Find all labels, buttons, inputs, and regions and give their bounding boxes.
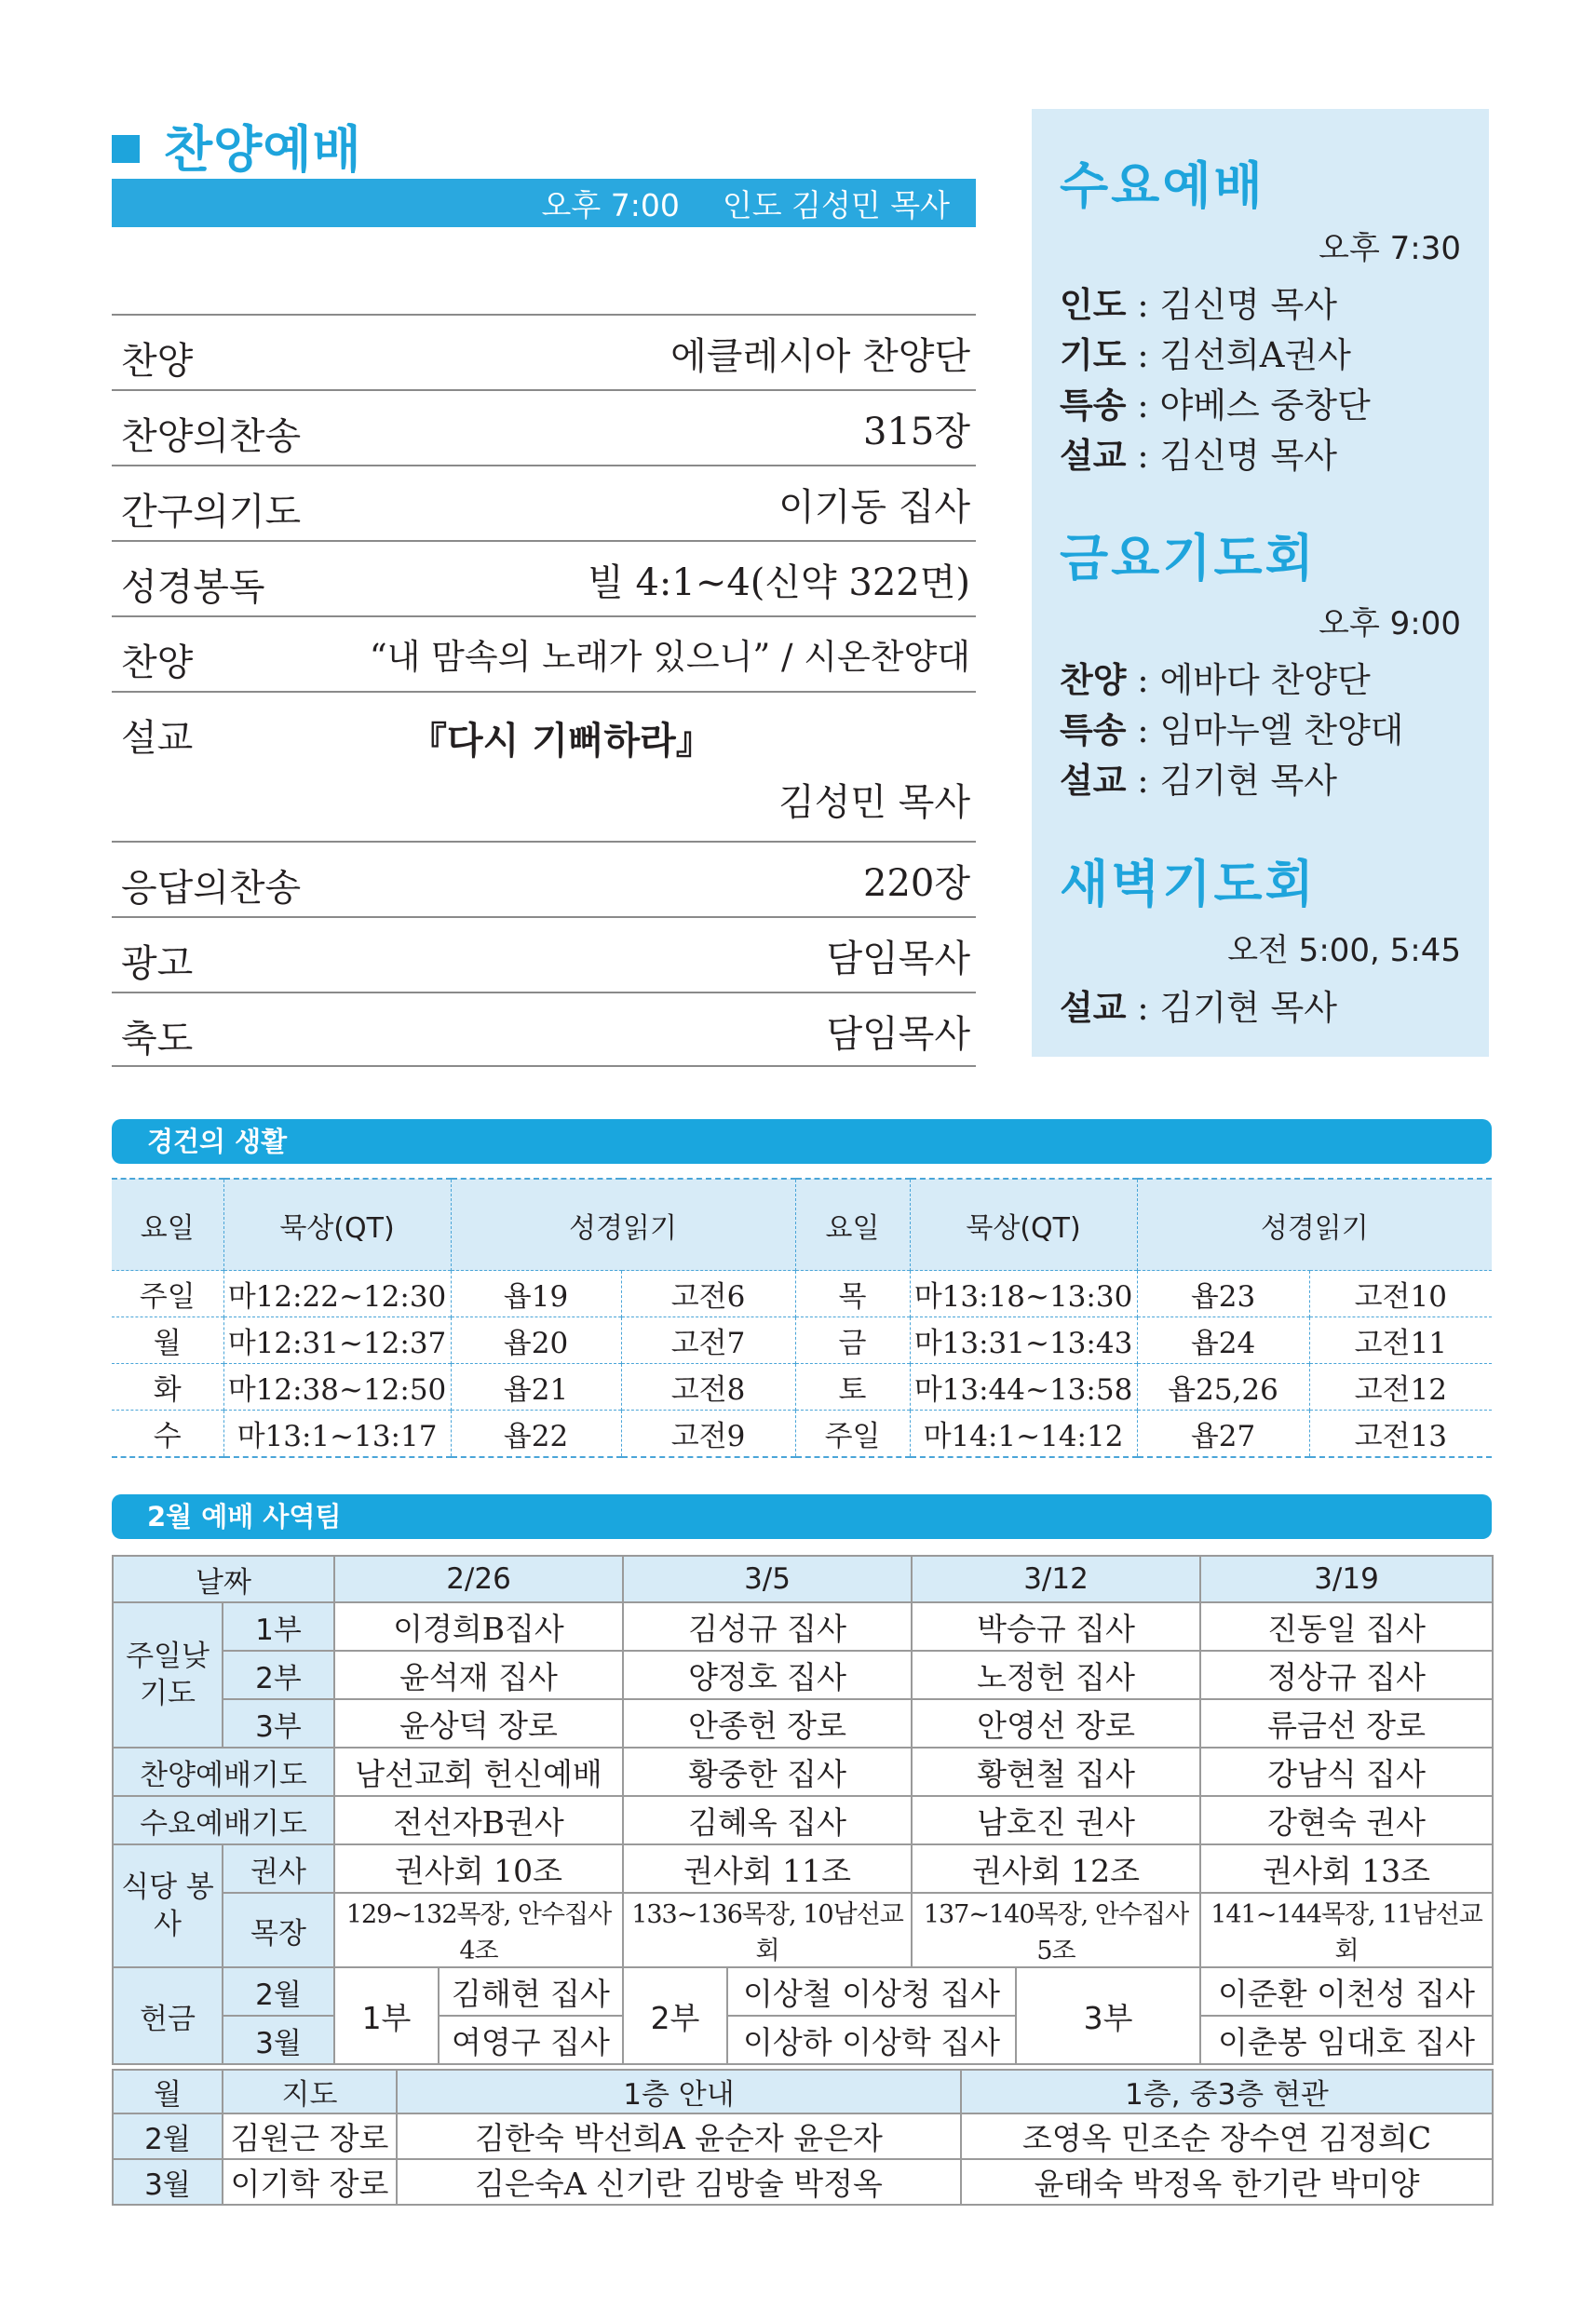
dawn-prayer-title: 새벽기도회 <box>1060 855 1317 913</box>
floor1-cell: 김한숙 박선희A 윤순자 윤은자 <box>397 2113 961 2159</box>
dawn-line: 설교 : 김기현 목사 <box>1060 988 1337 1028</box>
friday-line: 설교 : 김기현 목사 <box>1060 761 1337 801</box>
assignee-cell: 강현숙 권사 <box>1200 1796 1493 1844</box>
reading-cell: 고전11 <box>1309 1317 1492 1364</box>
kwonsa-label: 권사 <box>223 1844 334 1893</box>
header-guidance: 지도 <box>223 2070 397 2113</box>
reading-cell: 욥27 <box>1137 1411 1309 1458</box>
assignee-cell: 남선교회 헌신예배 <box>334 1748 623 1796</box>
wednesday-line: 설교 : 김신명 목사 <box>1060 436 1337 476</box>
assignee-cell: 권사회 10조 <box>334 1844 623 1893</box>
part-label: 1부 <box>223 1602 334 1651</box>
date-cell: 3/12 <box>912 1556 1200 1602</box>
reading-cell: 고전13 <box>1309 1411 1492 1458</box>
reading-cell: 고전8 <box>621 1364 795 1411</box>
assignee-cell: 황현철 집사 <box>912 1748 1200 1796</box>
assignee-cell: 김해현 집사 <box>439 1967 623 2016</box>
table-row <box>113 1602 1493 1651</box>
assignee-cell: 박승규 집사 <box>912 1602 1200 1651</box>
assignee-cell: 권사회 11조 <box>623 1844 912 1893</box>
reading-cell: 욥21 <box>451 1364 621 1411</box>
offering-part: 2부 <box>623 1967 727 2064</box>
table-row <box>113 1651 1493 1699</box>
header-floor1: 1층 안내 <box>397 2070 961 2113</box>
friday-line: 찬양 : 에바다 찬양단 <box>1060 660 1371 700</box>
order-row <box>112 615 976 691</box>
assignee-cell: 권사회 13조 <box>1200 1844 1493 1893</box>
day-cell: 주일 <box>112 1271 223 1317</box>
assignee-cell: 여영구 집사 <box>439 2016 623 2064</box>
entrance-cell: 조영옥 민조순 장수연 김정희C <box>961 2113 1493 2159</box>
day-cell: 주일 <box>795 1411 910 1458</box>
wednesday-line: 인도 : 김신명 목사 <box>1060 285 1337 325</box>
order-value: 315장 <box>863 411 970 453</box>
date-cell: 3/19 <box>1200 1556 1493 1602</box>
ministry-table <box>112 1555 1494 2065</box>
kitchen-label: 식당 봉사 <box>113 1844 223 1967</box>
sermon-pastor: 김성민 목사 <box>778 781 970 824</box>
order-value: 에클레시아 찬양단 <box>670 335 970 378</box>
worship-leader: 인도 김성민 목사 <box>722 186 950 223</box>
order-label: 찬양 <box>121 641 194 684</box>
order-row <box>112 916 976 992</box>
offering-part: 3부 <box>1016 1967 1200 2064</box>
reading-cell: 욥23 <box>1137 1271 1309 1317</box>
order-value: 담임목사 <box>826 1013 970 1056</box>
date-cell: 3/5 <box>623 1556 912 1602</box>
worship-order-list <box>112 314 976 1067</box>
order-label: 축도 <box>121 1018 194 1060</box>
header-entrance: 1층, 중3층 현관 <box>961 2070 1493 2113</box>
table-row <box>112 1317 1492 1364</box>
friday-line: 특송 : 임마누엘 찬양대 <box>1060 710 1404 750</box>
part-label: 2부 <box>223 1651 334 1699</box>
assignee-cell: 133~136목장, 10남선교회 <box>623 1893 912 1967</box>
praise-worship-title: 찬양예배 <box>164 120 362 179</box>
header-reading: 성경읽기 <box>1137 1179 1492 1271</box>
order-row <box>112 314 976 389</box>
order-row <box>112 465 976 540</box>
square-bullet-icon <box>112 135 140 163</box>
assignee-cell: 정상규 집사 <box>1200 1651 1493 1699</box>
entrance-cell: 윤태숙 박정옥 한기란 박미양 <box>961 2159 1493 2205</box>
assignee-cell: 이준환 이천성 집사 <box>1200 1967 1493 2016</box>
table-row <box>112 1411 1492 1458</box>
reading-cell: 욥22 <box>451 1411 621 1458</box>
qt-cell: 마14:1~14:12 <box>910 1411 1137 1458</box>
order-value: 이기동 집사 <box>778 486 970 529</box>
qt-cell: 마13:18~13:30 <box>910 1271 1137 1317</box>
reading-cell: 욥20 <box>451 1317 621 1364</box>
assignee-cell: 이춘봉 임대호 집사 <box>1200 2016 1493 2064</box>
order-label: 찬양 <box>121 340 194 383</box>
assignee-cell: 안종헌 장로 <box>623 1699 912 1748</box>
mokjang-label: 목장 <box>223 1893 334 1967</box>
qt-cell: 마12:38~12:50 <box>223 1364 451 1411</box>
sermon-title: 『다시 기뻐하라』 <box>410 720 713 763</box>
order-row <box>112 540 976 615</box>
order-row <box>112 389 976 465</box>
assignee-cell: 양정호 집사 <box>623 1651 912 1699</box>
guide-header-row <box>113 2070 1493 2113</box>
table-row <box>113 1796 1493 1844</box>
header-qt: 묵상(QT) <box>223 1179 451 1271</box>
qt-cell: 마12:22~12:30 <box>223 1271 451 1317</box>
table-row <box>113 2113 1493 2159</box>
assignee-cell: 김혜옥 집사 <box>623 1796 912 1844</box>
order-value: 220장 <box>863 862 970 905</box>
month-label: 2월 <box>223 1967 334 2016</box>
wednesday-line: 특송 : 야베스 중창단 <box>1060 385 1371 425</box>
assignee-cell: 윤상덕 장로 <box>334 1699 623 1748</box>
header-day: 요일 <box>112 1179 223 1271</box>
dawn-prayer-time: 오전 5:00, 5:45 <box>1227 932 1461 969</box>
date-cell: 2/26 <box>334 1556 623 1602</box>
day-cell: 금 <box>795 1317 910 1364</box>
day-cell: 화 <box>112 1364 223 1411</box>
assignee-cell: 이경희B집사 <box>334 1602 623 1651</box>
reading-cell: 고전12 <box>1309 1364 1492 1411</box>
reading-cell: 고전9 <box>621 1411 795 1458</box>
assignee-cell: 김성규 집사 <box>623 1602 912 1651</box>
assignee-cell: 141~144목장, 11남선교회 <box>1200 1893 1493 1967</box>
friday-prayer-title: 금요기도회 <box>1060 529 1317 587</box>
worship-time-bar <box>112 179 976 227</box>
qt-cell: 마13:44~13:58 <box>910 1364 1137 1411</box>
qt-cell: 마12:31~12:37 <box>223 1317 451 1364</box>
order-label: 광고 <box>121 942 194 985</box>
guide-table <box>112 2069 1494 2206</box>
reading-cell: 욥19 <box>451 1271 621 1317</box>
table-row <box>113 1699 1493 1748</box>
reading-cell: 욥24 <box>1137 1317 1309 1364</box>
order-value: 빌 4:1~4(신약 322면) <box>588 561 970 604</box>
table-row <box>112 1271 1492 1317</box>
devotion-table <box>112 1178 1492 1458</box>
offering-label: 헌금 <box>113 1967 223 2064</box>
reading-cell: 고전10 <box>1309 1271 1492 1317</box>
assignee-cell: 129~132목장, 안수집사 4조 <box>334 1893 623 1967</box>
section-title-praise-worship <box>112 110 362 182</box>
devotion-header-row <box>112 1179 1492 1271</box>
order-row <box>112 841 976 916</box>
devotion-section-header: 경건의 생활 <box>112 1119 1492 1164</box>
praise-prayer-label: 찬양예배기도 <box>113 1748 334 1796</box>
assignee-cell: 황중한 집사 <box>623 1748 912 1796</box>
wednesday-service-time: 오후 7:30 <box>1319 230 1461 267</box>
friday-prayer-time: 오후 9:00 <box>1319 605 1461 642</box>
order-row <box>112 992 976 1067</box>
assignee-cell: 137~140목장, 안수집사 5조 <box>912 1893 1200 1967</box>
assignee-cell: 안영선 장로 <box>912 1699 1200 1748</box>
day-cell: 토 <box>795 1364 910 1411</box>
day-cell: 수 <box>112 1411 223 1458</box>
floor1-cell: 김은숙A 신기란 김방술 박정옥 <box>397 2159 961 2205</box>
assignee-cell: 권사회 12조 <box>912 1844 1200 1893</box>
qt-cell: 마13:31~13:43 <box>910 1317 1137 1364</box>
assignee-cell: 이상하 이상학 집사 <box>727 2016 1016 2064</box>
reading-cell: 고전7 <box>621 1317 795 1364</box>
order-label: 설교 <box>121 717 194 760</box>
offering-part: 1부 <box>334 1967 439 2064</box>
assignee-cell: 윤석재 집사 <box>334 1651 623 1699</box>
reading-cell: 욥25,26 <box>1137 1364 1309 1411</box>
wednesday-line: 기도 : 김선희A권사 <box>1060 335 1351 375</box>
table-row <box>113 1967 1493 2016</box>
order-label: 찬양의찬송 <box>121 415 302 458</box>
assignee-cell: 진동일 집사 <box>1200 1602 1493 1651</box>
guidance-cell: 김원근 장로 <box>223 2113 397 2159</box>
assignee-cell: 남호진 권사 <box>912 1796 1200 1844</box>
order-label: 간구의기도 <box>121 491 302 533</box>
wednesday-service-title: 수요예배 <box>1060 156 1265 215</box>
order-row-sermon <box>112 691 976 841</box>
table-row <box>113 2159 1493 2205</box>
table-row <box>113 1893 1493 1967</box>
qt-cell: 마13:1~13:17 <box>223 1411 451 1458</box>
worship-time: 오후 7:00 <box>541 186 680 223</box>
order-value: 담임목사 <box>826 938 970 980</box>
table-row <box>113 1844 1493 1893</box>
month-label: 3월 <box>223 2016 334 2064</box>
assignee-cell: 류금선 장로 <box>1200 1699 1493 1748</box>
table-row <box>113 2016 1493 2064</box>
assignee-cell: 전선자B권사 <box>334 1796 623 1844</box>
month-cell: 2월 <box>113 2113 223 2159</box>
assignee-cell: 강남식 집사 <box>1200 1748 1493 1796</box>
sunday-prayer-label: 주일낮 기도 <box>113 1602 223 1748</box>
wed-prayer-label: 수요예배기도 <box>113 1796 334 1844</box>
part-label: 3부 <box>223 1699 334 1748</box>
table-row <box>113 1748 1493 1796</box>
ministry-header-row <box>113 1556 1493 1602</box>
order-label: 응답의찬송 <box>121 867 302 910</box>
reading-cell: 고전6 <box>621 1271 795 1317</box>
assignee-cell: 이상철 이상청 집사 <box>727 1967 1016 2016</box>
ministry-section-header: 2월 예배 사역팀 <box>112 1494 1492 1539</box>
order-value: “내 맘속의 노래가 있으니” / 시온찬양대 <box>369 637 970 677</box>
order-label: 성경봉독 <box>121 566 265 609</box>
date-header: 날짜 <box>113 1556 334 1602</box>
table-row <box>112 1364 1492 1411</box>
month-cell: 3월 <box>113 2159 223 2205</box>
header-qt: 묵상(QT) <box>910 1179 1137 1271</box>
day-cell: 목 <box>795 1271 910 1317</box>
header-month: 월 <box>113 2070 223 2113</box>
assignee-cell: 노정헌 집사 <box>912 1651 1200 1699</box>
service-schedule-panel <box>1032 109 1489 1057</box>
header-reading: 성경읽기 <box>451 1179 795 1271</box>
header-day: 요일 <box>795 1179 910 1271</box>
day-cell: 월 <box>112 1317 223 1364</box>
guidance-cell: 이기학 장로 <box>223 2159 397 2205</box>
